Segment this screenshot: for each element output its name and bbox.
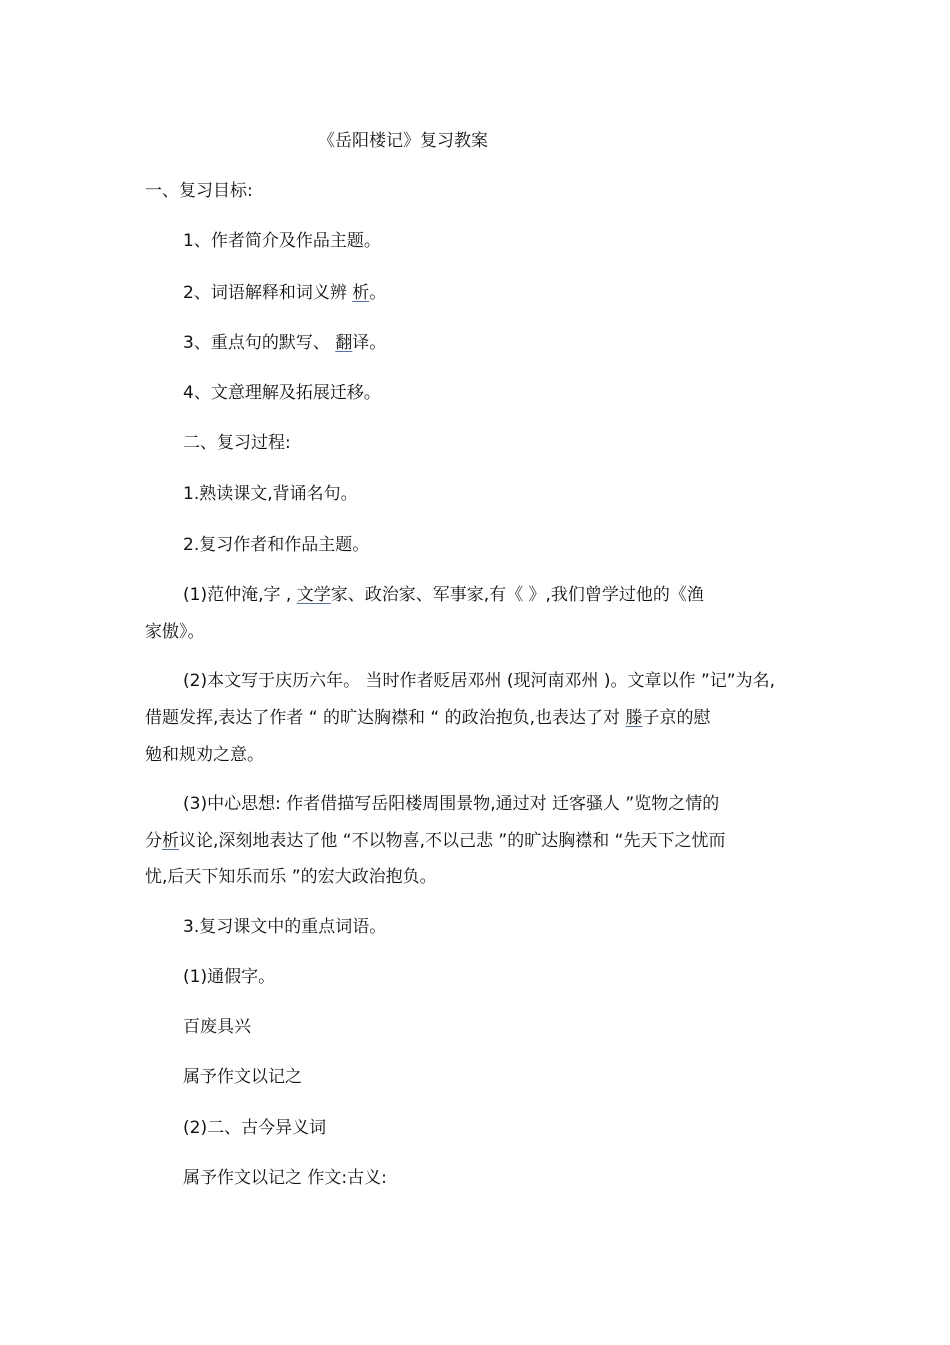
underlined-word: 文学 <box>296 585 331 605</box>
goal-item-1: 1、作者简介及作品主题。 <box>183 231 381 251</box>
example-1: 百废具兴 <box>183 1017 251 1037</box>
section-heading-goals: 一、复习目标: <box>145 181 253 201</box>
sub-item-gujinyiyi: (2)二、古今异义词 <box>183 1118 327 1138</box>
step-1: 1.熟读课文,背诵名句。 <box>183 484 358 504</box>
underlined-char: 滕 <box>625 708 643 728</box>
para-1-line-1: (1)范仲淹,字 , 文学家、政治家、军事家,有《 》,我们曾学过他的《渔 <box>183 585 704 605</box>
para-3-line-3: 忧,后天下知乐而乐 ”的宏大政治抱负。 <box>145 867 437 887</box>
underlined-char: 翻 <box>335 333 353 353</box>
para-2-line-2: 借题发挥,表达了作者 “ 的旷达胸襟和 “ 的政治抱负,也表达了对 滕子京的慰 <box>145 708 711 728</box>
step-2: 2.复习作者和作品主题。 <box>183 535 370 555</box>
example-2: 属予作文以记之 <box>183 1067 302 1087</box>
step-3: 3.复习课文中的重点词语。 <box>183 917 387 937</box>
para-3-line-1: (3)中心思想: 作者借描写岳阳楼周围景物,通过对 迁客骚人 ”览物之情的 <box>183 794 720 814</box>
page-title: 《岳阳楼记》复习教案 <box>318 131 488 151</box>
para-2-line-3: 勉和规劝之意。 <box>145 745 264 765</box>
goal-item-4: 4、文意理解及拓展迁移。 <box>183 383 381 403</box>
example-3: 属予作文以记之 作文:古义: <box>183 1168 387 1188</box>
para-3-line-2: 分析议论,深刻地表达了他 “不以物喜,不以己悲 ”的旷达胸襟和 “先天下之忧而 <box>145 831 726 851</box>
underlined-char: 析 <box>162 831 179 851</box>
goal-item-2: 2、词语解释和词义辨 析。 <box>183 283 387 303</box>
section-heading-process: 二、复习过程: <box>183 433 291 453</box>
para-2-line-1: (2)本文写于庆历六年。 当时作者贬居邓州 (现河南邓州 )。文章以作 ”记”为名, <box>183 671 775 691</box>
sub-item-tongjiazi: (1)通假字。 <box>183 967 276 987</box>
para-1-line-2: 家傲》。 <box>145 622 205 642</box>
underlined-char: 析 <box>352 283 370 303</box>
goal-item-3: 3、重点句的默写、 翻译。 <box>183 333 387 353</box>
